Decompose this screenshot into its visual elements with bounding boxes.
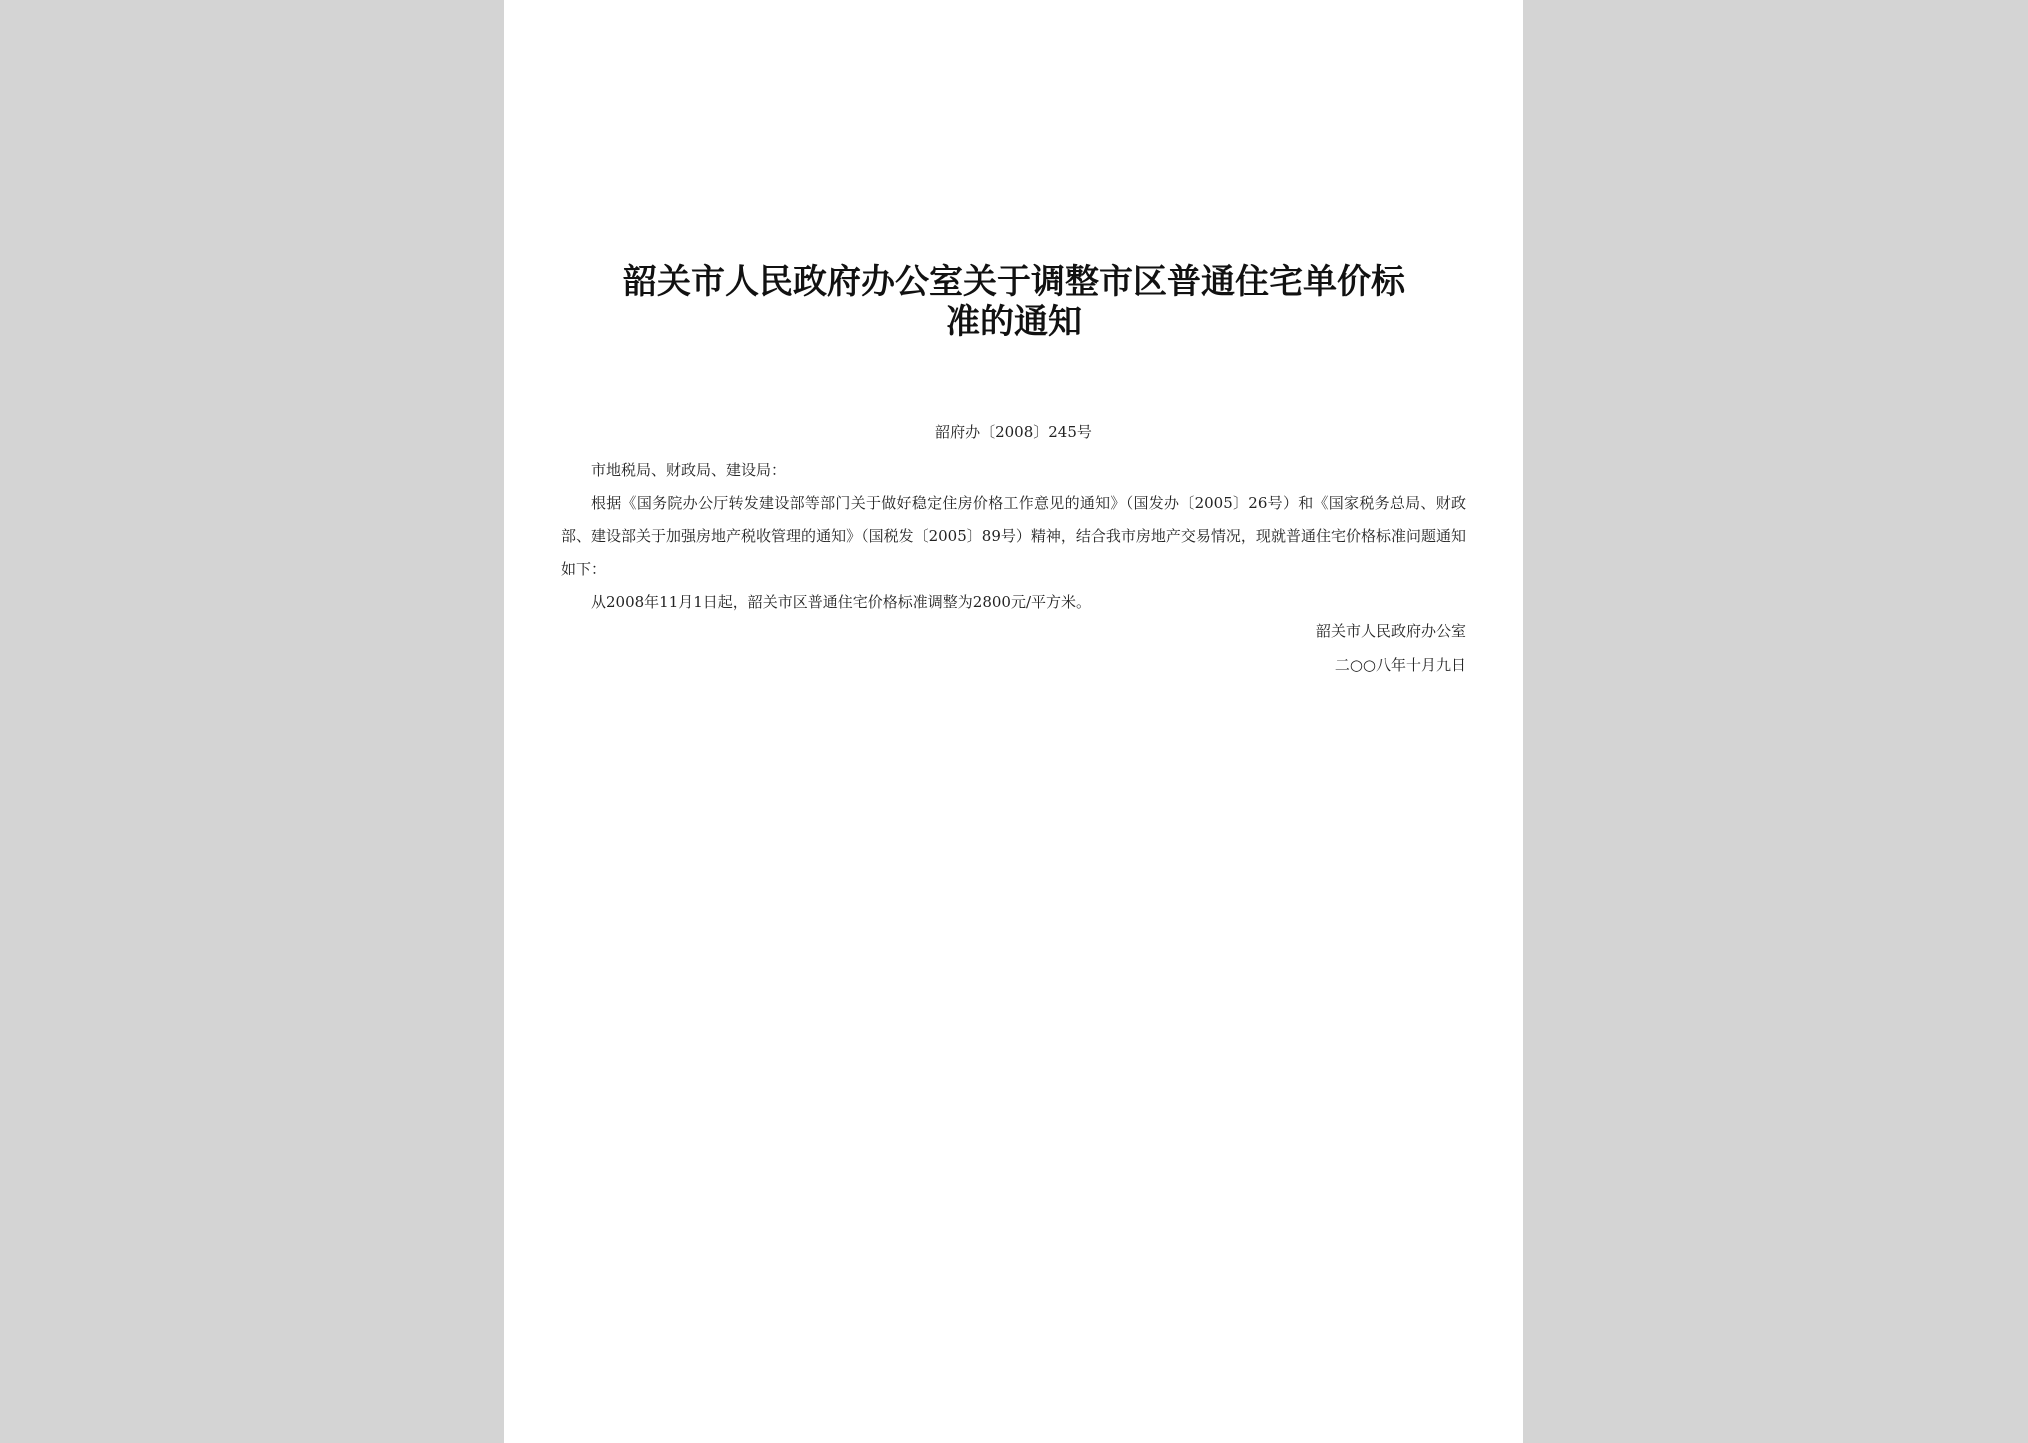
title-line-1: 韶关市人民政府办公室关于调整市区普通住宅单价标	[623, 262, 1405, 302]
signature-organization: 韶关市人民政府办公室	[1315, 622, 1466, 640]
signature-block	[1316, 614, 1466, 682]
document-page	[504, 0, 1523, 1443]
document-title	[594, 262, 1434, 342]
document-body	[561, 454, 1466, 619]
body-paragraph-1: 根据《国务院办公厅转发建设部等部门关于做好稳定住房价格工作意见的通知》（国发办〔2005〕26号）和《国家税务总局、财政部、建设部关于加强房地产税收管理的通知》（国税发〔2005〕89号）精神，结合我市房地产交易情况，现就普通住宅价格标准问题通知如下：	[561, 494, 1466, 578]
addressee: 市地税局、财政局、建设局：	[591, 461, 787, 479]
title-line-2: 准的通知	[946, 302, 1082, 342]
signature-date: 二○○八年十月九日	[1334, 656, 1466, 674]
document-number: 韶府办〔2008〕245号	[935, 423, 1092, 441]
body-paragraph-2: 从2008年11月1日起，韶关市区普通住宅价格标准调整为2800元/平方米。	[591, 593, 1092, 611]
